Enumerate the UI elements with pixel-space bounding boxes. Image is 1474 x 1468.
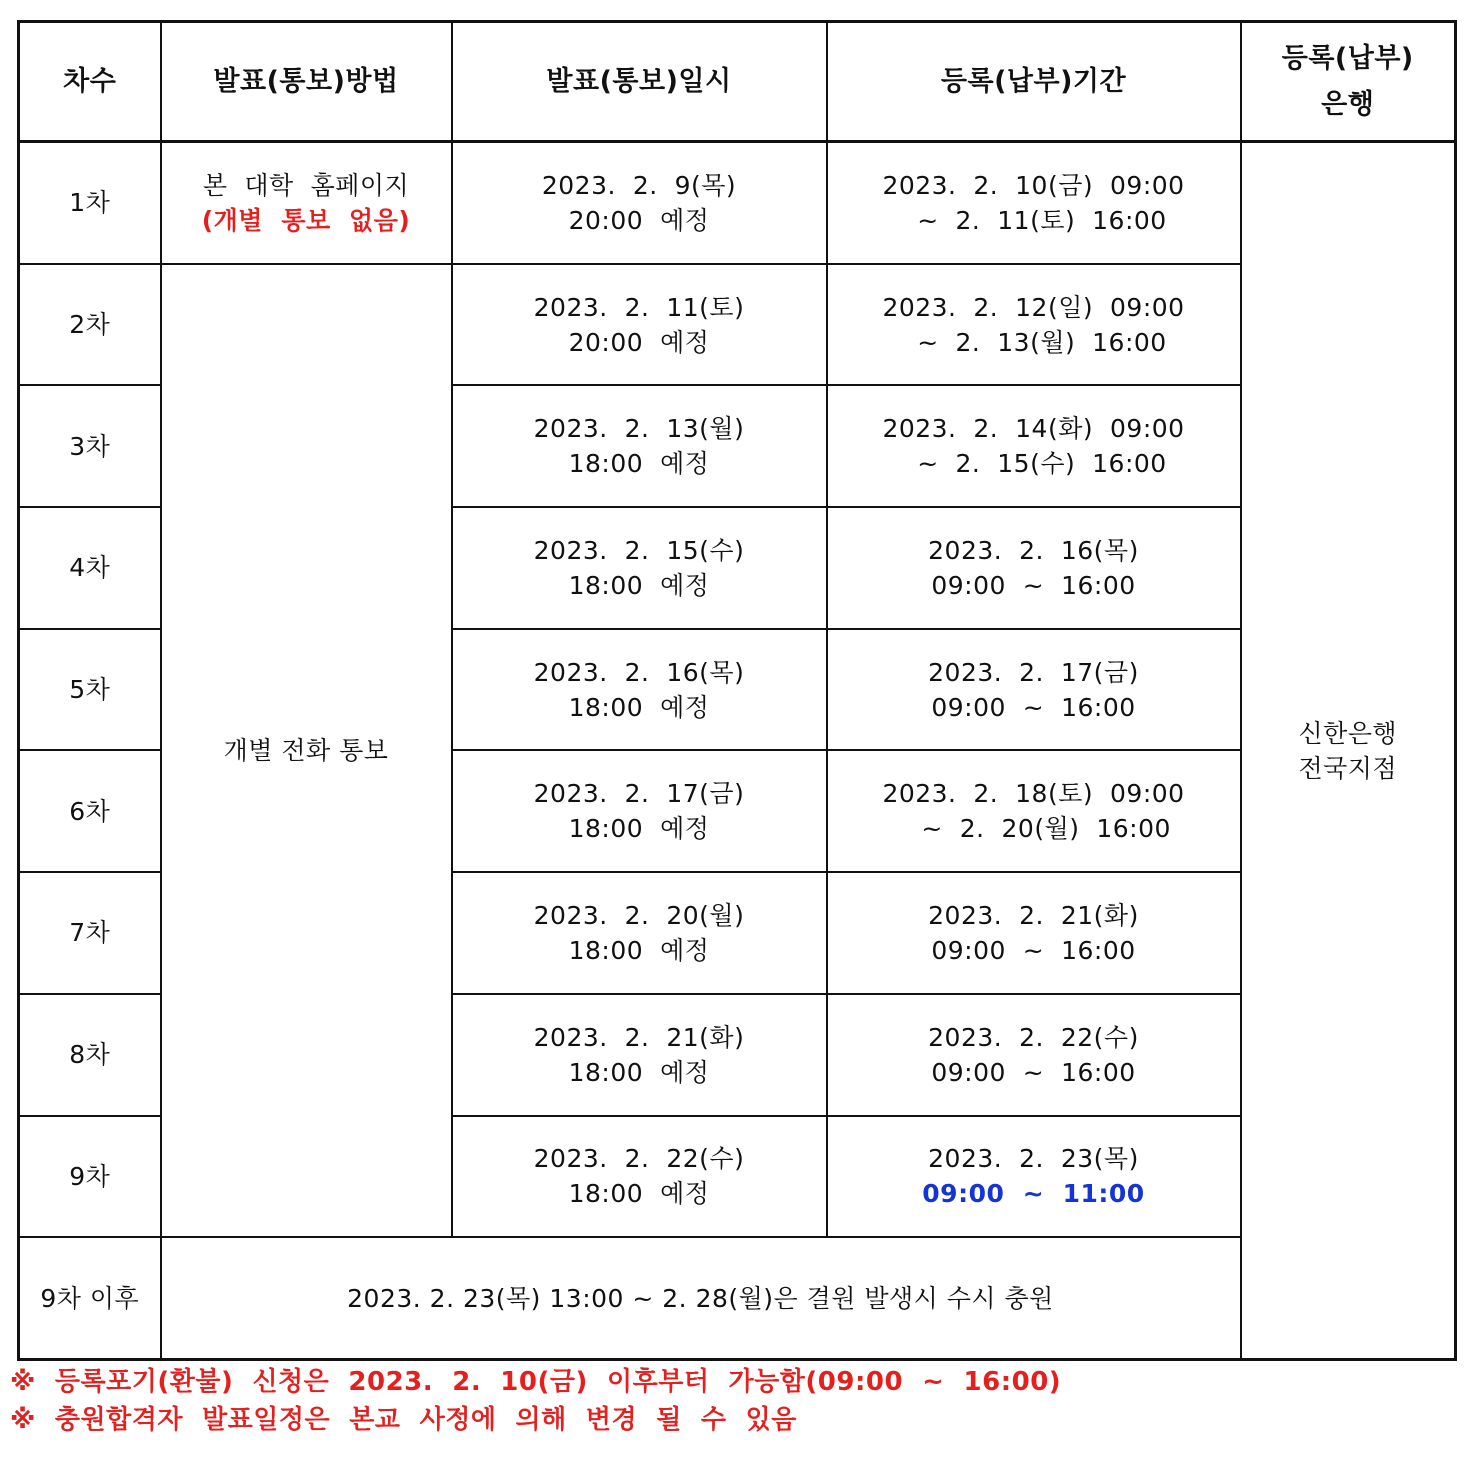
- header-method: 발표(통보)방법: [161, 22, 452, 142]
- header-bank-line2: 은행: [1321, 88, 1375, 120]
- register-date: 2023. 2. 21(화): [928, 900, 1139, 930]
- register-end: ~ 2. 11(토) 16:00: [900, 205, 1167, 235]
- announce-time-cell: [452, 872, 827, 994]
- announce-time-cell: [452, 385, 827, 507]
- round-cell: 5차: [19, 629, 161, 751]
- announce-date: 2023. 2. 22(수): [533, 1144, 745, 1174]
- announce-hour: 18:00 예정: [568, 814, 710, 844]
- register-period-cell: [827, 629, 1241, 751]
- round-cell: 3차: [19, 385, 161, 507]
- announce-hour: 18:00 예정: [568, 449, 710, 479]
- bank-cell: [1241, 142, 1456, 1360]
- round-cell: 4차: [19, 507, 161, 629]
- table-row: [19, 264, 1456, 386]
- round-cell: 7차: [19, 872, 161, 994]
- announce-date: 2023. 2. 11(토): [533, 292, 745, 322]
- announce-hour: 20:00 예정: [568, 205, 710, 235]
- table-row: [19, 142, 1456, 264]
- register-period-cell: [827, 507, 1241, 629]
- announce-date: 2023. 2. 20(월): [533, 900, 745, 930]
- method-homepage-cell: [161, 142, 452, 264]
- bank-name: 신한은행: [1298, 718, 1398, 748]
- announce-date: 2023. 2. 13(월): [533, 414, 745, 444]
- register-hours: 09:00 ~ 16:00: [931, 935, 1136, 965]
- register-period-cell: [827, 142, 1241, 264]
- announce-date: 2023. 2. 9(목): [541, 170, 737, 200]
- announce-date: 2023. 2. 16(목): [533, 657, 745, 687]
- register-end: ~ 2. 20(월) 16:00: [896, 814, 1171, 844]
- announce-time-cell: [452, 1116, 827, 1238]
- register-start: 2023. 2. 18(토) 09:00: [882, 779, 1185, 809]
- method-homepage-line: 본 대학 홈페이지: [202, 170, 410, 200]
- register-start: 2023. 2. 14(화) 09:00: [882, 414, 1185, 444]
- register-start: 2023. 2. 12(일) 09:00: [882, 292, 1185, 322]
- register-hours: 09:00 ~ 16:00: [931, 1057, 1136, 1087]
- register-hours: 09:00 ~ 16:00: [931, 570, 1136, 600]
- register-period-cell: [827, 872, 1241, 994]
- announce-hour: 18:00 예정: [568, 935, 710, 965]
- round-cell: 9차: [19, 1116, 161, 1238]
- register-date: 2023. 2. 16(목): [928, 535, 1139, 565]
- register-period-cell: [827, 1116, 1241, 1238]
- bank-branches: 전국지점: [1298, 753, 1398, 783]
- round-cell: 2차: [19, 264, 161, 386]
- announce-hour: 18:00 예정: [568, 692, 710, 722]
- announce-hour: 18:00 예정: [568, 1057, 710, 1087]
- register-period-cell: [827, 385, 1241, 507]
- announce-hour: 18:00 예정: [568, 1179, 710, 1209]
- registration-schedule-table: [17, 20, 1457, 1361]
- no-individual-notice-line: (개별 통보 없음): [201, 205, 411, 235]
- register-date: 2023. 2. 22(수): [928, 1022, 1139, 1052]
- round-cell: 6차: [19, 750, 161, 872]
- additional-recruitment-cell: 2023. 2. 23(목) 13:00 ~ 2. 28(월)은 결원 발생시 수시 충원: [161, 1237, 1241, 1359]
- announce-time-cell: [452, 750, 827, 872]
- announce-time-cell: [452, 507, 827, 629]
- announce-time-cell: [452, 994, 827, 1116]
- header-row: [19, 22, 1456, 142]
- announce-date: 2023. 2. 17(금): [533, 779, 745, 809]
- announce-date: 2023. 2. 15(수): [533, 535, 745, 565]
- register-period-cell: [827, 750, 1241, 872]
- round-cell: 1차: [19, 142, 161, 264]
- announce-time-cell: [452, 629, 827, 751]
- register-date: 2023. 2. 17(금): [928, 657, 1139, 687]
- announce-hour: 18:00 예정: [568, 570, 710, 600]
- register-end: ~ 2. 15(수) 16:00: [900, 449, 1167, 479]
- schedule-change-note: ※ 충원합격자 발표일정은 본교 사정에 의해 변경 될 수 있음: [10, 1405, 797, 1435]
- round-cell: 8차: [19, 994, 161, 1116]
- announce-time-cell: [452, 142, 827, 264]
- table-row: [19, 1237, 1456, 1359]
- header-round: 차수: [19, 22, 161, 142]
- register-period-cell: [827, 994, 1241, 1116]
- header-bank-line1: 등록(납부): [1281, 42, 1414, 74]
- header-announce-time: 발표(통보)일시: [452, 22, 827, 142]
- footnotes: [10, 1363, 1460, 1439]
- register-period-cell: [827, 264, 1241, 386]
- register-end: ~ 2. 13(월) 16:00: [900, 327, 1167, 357]
- header-bank: [1241, 22, 1456, 142]
- announce-hour: 20:00 예정: [568, 327, 710, 357]
- header-register-period: 등록(납부)기간: [827, 22, 1241, 142]
- refund-note: ※ 등록포기(환불) 신청은 2023. 2. 10(금) 이후부터 가능함(09:00 ~ 16:00): [10, 1367, 1062, 1397]
- register-hours: 09:00 ~ 16:00: [931, 692, 1136, 722]
- register-hours-highlight: 09:00 ~ 11:00: [922, 1179, 1145, 1209]
- announce-date: 2023. 2. 21(화): [533, 1022, 745, 1052]
- register-start: 2023. 2. 10(금) 09:00: [882, 170, 1185, 200]
- register-date: 2023. 2. 23(목): [928, 1144, 1139, 1174]
- announce-time-cell: [452, 264, 827, 386]
- round-cell: 9차 이후: [19, 1237, 161, 1359]
- method-phone-cell: 개별 전화 통보: [161, 264, 452, 1238]
